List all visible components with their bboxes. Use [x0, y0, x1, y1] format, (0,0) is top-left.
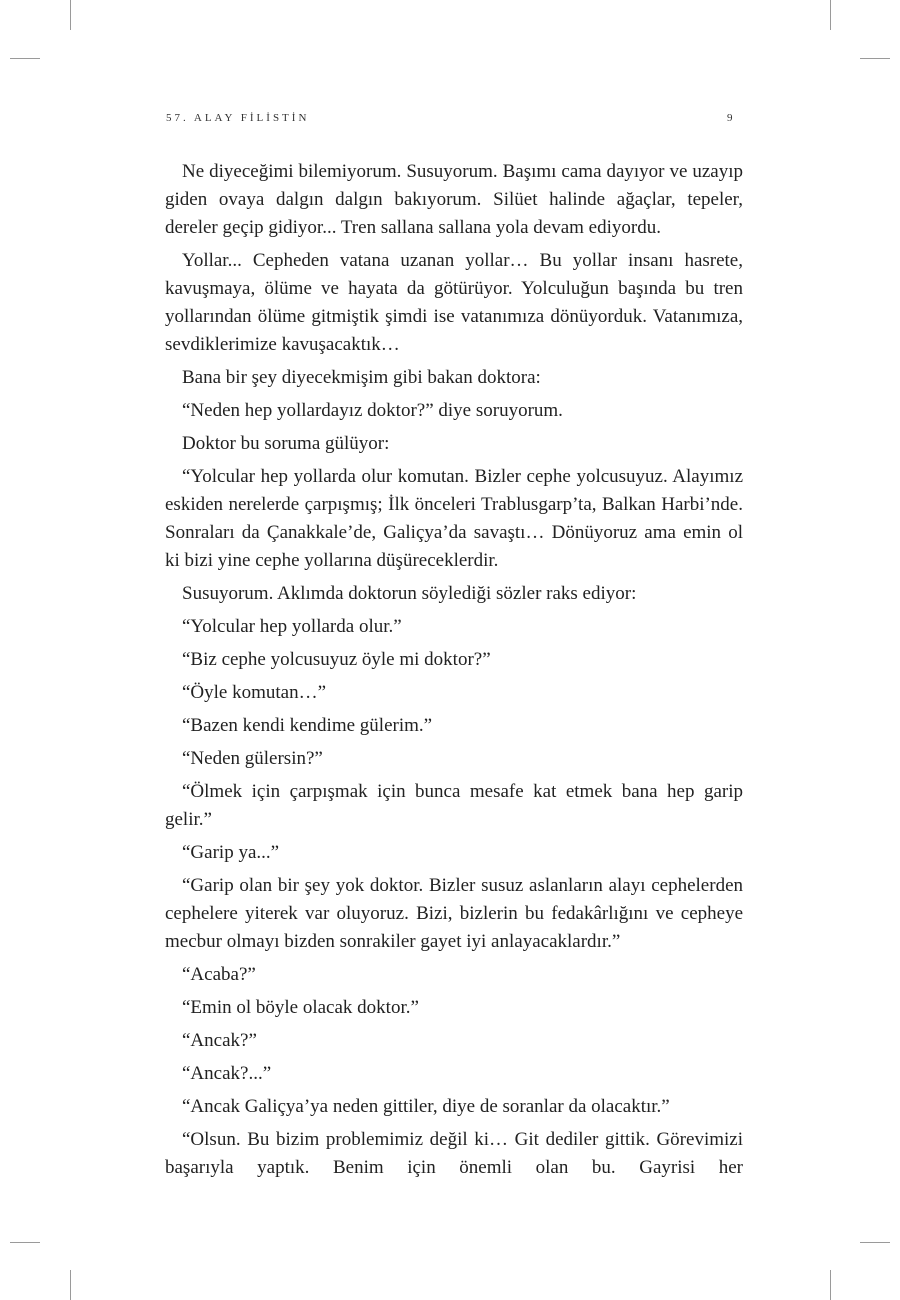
paragraph: “Garip olan bir şey yok doktor. Bizler susuz aslanların alayı cephelerden cephelere yiterek var oluyoruz. Bizi, bizlerin bu fedakârlığını ve cepheye mecbur olmayı bizden sonrakiler gayet iyi anlayacaklardır.”	[165, 875, 743, 952]
crop-mark-top-right	[830, 0, 831, 30]
paragraph: “Acaba?”	[182, 964, 256, 985]
crop-mark-bottom-left	[70, 1270, 71, 1300]
paragraph: Ne diyeceğimi bilemiyorum. Susuyorum. Başımı cama dayıyor ve uzayıp giden ovaya dalgın dalgın bakıyorum. Silüet halinde ağaçlar, tepeler, dereler geçip gidiyor... Tren sallana sallana yola devam ediyordu.	[165, 161, 743, 238]
page-number: 9	[727, 112, 733, 124]
crop-mark-bottom-right	[830, 1270, 831, 1300]
paragraph: “Ancak Galiçya’ya neden gittiler, diye de soranlar da olacaktır.”	[182, 1096, 670, 1117]
paragraph: “Yolcular hep yollarda olur.”	[182, 616, 402, 637]
paragraph: “Biz cephe yolcusuyuz öyle mi doktor?”	[182, 649, 491, 670]
paragraph: “Neden hep yollardayız doktor?” diye soruyorum.	[182, 400, 563, 421]
paragraph: “Neden gülersin?”	[182, 748, 323, 769]
paragraph: “Ölmek için çarpışmak için bunca mesafe kat etmek bana hep garip gelir.”	[165, 781, 743, 830]
crop-mark-right-bottom	[860, 1242, 890, 1243]
crop-mark-right-top	[860, 58, 890, 59]
running-title: 57. ALAY FİLİSTİN	[166, 112, 310, 124]
paragraph: Doktor bu soruma gülüyor:	[182, 433, 390, 454]
paragraph: Yollar... Cepheden vatana uzanan yollar… Bu yollar insanı hasrete, kavuşmaya, ölüme ve hayata da götürüyor. Yolculuğun başında bu tren yollarından ölüme gitmiştik şimdi ise vatanımıza dönüyorduk. Vatanımıza, sevdiklerimize kavuşacaktık…	[165, 250, 743, 355]
paragraph: “Ancak?”	[182, 1030, 257, 1051]
paragraph: “Garip ya...”	[182, 842, 280, 863]
crop-mark-top-left	[70, 0, 71, 30]
paragraph: Susuyorum. Aklımda doktorun söylediği sözler raks ediyor:	[182, 583, 637, 604]
paragraph: “Yolcular hep yollarda olur komutan. Bizler cephe yolcusuyuz. Alayımız eskiden nerelerde çarpışmış; İlk önceleri Trablusgarp’ta, Balkan Harbi’nde. Sonraları da Çanakkale’de, Galiçya’da savaştı… Dönüyoruz ama emin ol ki bizi yine cephe yollarına düşüreceklerdir.	[165, 466, 743, 571]
paragraph: Bana bir şey diyecekmişim gibi bakan doktora:	[182, 367, 541, 388]
crop-mark-left-top	[10, 58, 40, 59]
crop-mark-left-bottom	[10, 1242, 40, 1243]
paragraph: “Emin ol böyle olacak doktor.”	[182, 997, 419, 1018]
paragraph: “Öyle komutan…”	[182, 682, 327, 703]
paragraph: “Bazen kendi kendime gülerim.”	[182, 715, 433, 736]
paragraph: “Olsun. Bu bizim problemimiz değil ki… Git dediler gittik. Görevimizi başarıyla yaptık. Benim için önemli olan bu. Gayrisi her	[165, 1129, 743, 1178]
paragraph: “Ancak?...”	[182, 1063, 272, 1084]
page-body	[165, 158, 743, 1187]
